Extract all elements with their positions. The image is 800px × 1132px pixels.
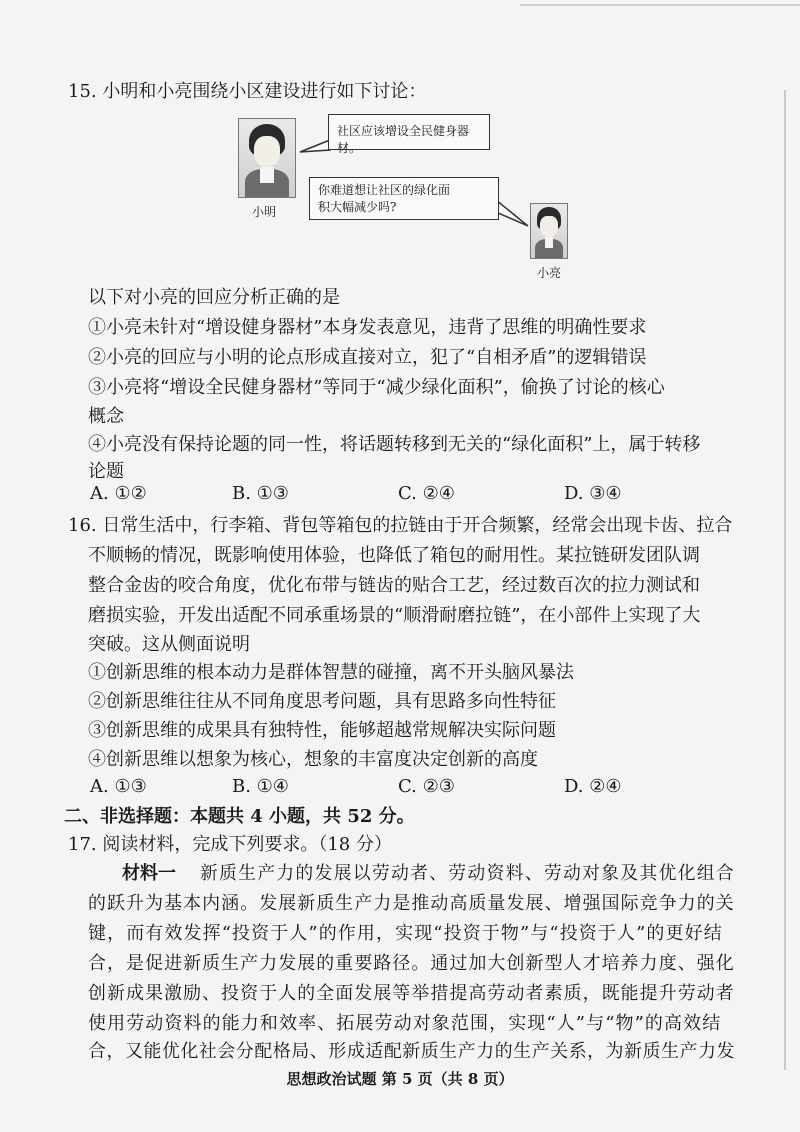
q17-line-3: 键，而有效发挥“投资于人”的作用，实现“投资于物”与“投资于人”的更好结: [88, 923, 723, 944]
q15-item-4-cont: 论题: [88, 461, 124, 482]
q15-option-d[interactable]: D. ③④: [564, 483, 622, 504]
q17-line-5: 创新成果激励、投资于人的全面发展等举措提高劳动者素质，既能提升劳动者: [88, 983, 735, 1004]
xiaoliang-speech-text: 你难道想让社区的绿化面积大幅减少吗?: [318, 183, 451, 214]
q15-option-c[interactable]: C. ②④: [398, 483, 455, 504]
q17-stem: 17. 阅读材料，完成下列要求。（18 分）: [68, 834, 392, 855]
q17-line-6: 使用劳动资料的能力和效率、拓展劳动对象范围，实现“人”与“物”的高效结: [88, 1013, 722, 1034]
q16-option-d[interactable]: D. ②④: [564, 776, 622, 797]
q16-option-a[interactable]: A. ①③: [90, 776, 147, 797]
q17-line-2: 的跃升为基本内涵。发展新质生产力是推动高质量发展、增强国际竞争力的关: [88, 893, 735, 914]
xiaoming-speech-text: 社区应该增设全民健身器材。: [337, 124, 470, 155]
q17-line-4: 合，是促进新质生产力发展的重要路径。通过加大创新型人才培养力度、强化: [88, 953, 735, 974]
q16-option-b[interactable]: B. ①④: [232, 776, 289, 797]
q16-item-3: ③创新思维的成果具有独特性，能够超越常规解决实际问题: [88, 720, 556, 741]
q15-item-3: ③小亮将“增设全民健身器材”等同于“减少绿化面积”，偷换了讨论的核心: [88, 377, 665, 398]
q15-item-3-cont: 概念: [88, 406, 124, 427]
xiaoliang-avatar-image: [530, 203, 568, 259]
q15-item-4: ④小亮没有保持论题的同一性，将话题转移到无关的“绿化面积”上，属于转移: [88, 434, 701, 455]
q16-line-3: 整合金齿的咬合角度，优化布带与链齿的贴合工艺，经过数百次的拉力测试和: [88, 575, 700, 596]
q17-line-1: 新质生产力的发展以劳动者、劳动资料、劳动对象及其优化组合: [200, 863, 736, 884]
q15-item-1: ①小亮未针对“增设健身器材”本身发表意见，违背了思维的明确性要求: [88, 317, 647, 338]
q15-item-2: ②小亮的回应与小明的论点形成直接对立，犯了“自相矛盾”的逻辑错误: [88, 347, 647, 368]
speech-bubble-tails: [0, 0, 800, 300]
q16-line-5: 突破。这从侧面说明: [88, 634, 250, 655]
q15-prompt: 以下对小亮的回应分析正确的是: [88, 287, 340, 308]
q16-item-4: ④创新思维以想象为核心，想象的丰富度决定创新的高度: [88, 749, 538, 770]
q15-option-b[interactable]: B. ①③: [232, 483, 289, 504]
q16-line-1: 16. 日常生活中，行李箱、背包等箱包的拉链由于开合频繁，经常会出现卡齿、拉合: [68, 515, 733, 536]
section-2-heading: 二、非选择题：本题共 4 小题，共 52 分。: [64, 806, 415, 827]
q16-line-2: 不顺畅的情况，既影响使用体验，也降低了箱包的耐用性。某拉链研发团队调: [88, 545, 700, 566]
q15-option-a[interactable]: A. ①②: [90, 483, 147, 504]
xiaoliang-caption: 小亮: [537, 266, 562, 280]
q16-line-4: 磨损实验，开发出适配不同承重场景的“顺滑耐磨拉链”，在小部件上实现了大: [88, 605, 701, 626]
q15-stem: 15. 小明和小亮围绕小区建设进行如下讨论：: [68, 81, 427, 102]
xiaoming-caption: 小明: [252, 205, 277, 219]
q17-line-7: 合，又能优化社会分配格局、形成适配新质生产力的生产关系，为新质生产力发: [88, 1041, 736, 1062]
page-footer: 思想政治试题 第 5 页（共 8 页）: [286, 1070, 514, 1088]
q16-option-c[interactable]: C. ②③: [398, 776, 455, 797]
xiaoming-speech-bubble: [328, 114, 490, 155]
xiaoliang-speech-bubble: [309, 177, 499, 220]
q16-item-1: ①创新思维的根本动力是群体智慧的碰撞，离不开头脑风暴法: [88, 662, 574, 683]
q16-item-2: ②创新思维往往从不同角度思考问题，具有思路多向性特征: [88, 691, 556, 712]
q17-material-label: 材料一: [122, 863, 176, 884]
